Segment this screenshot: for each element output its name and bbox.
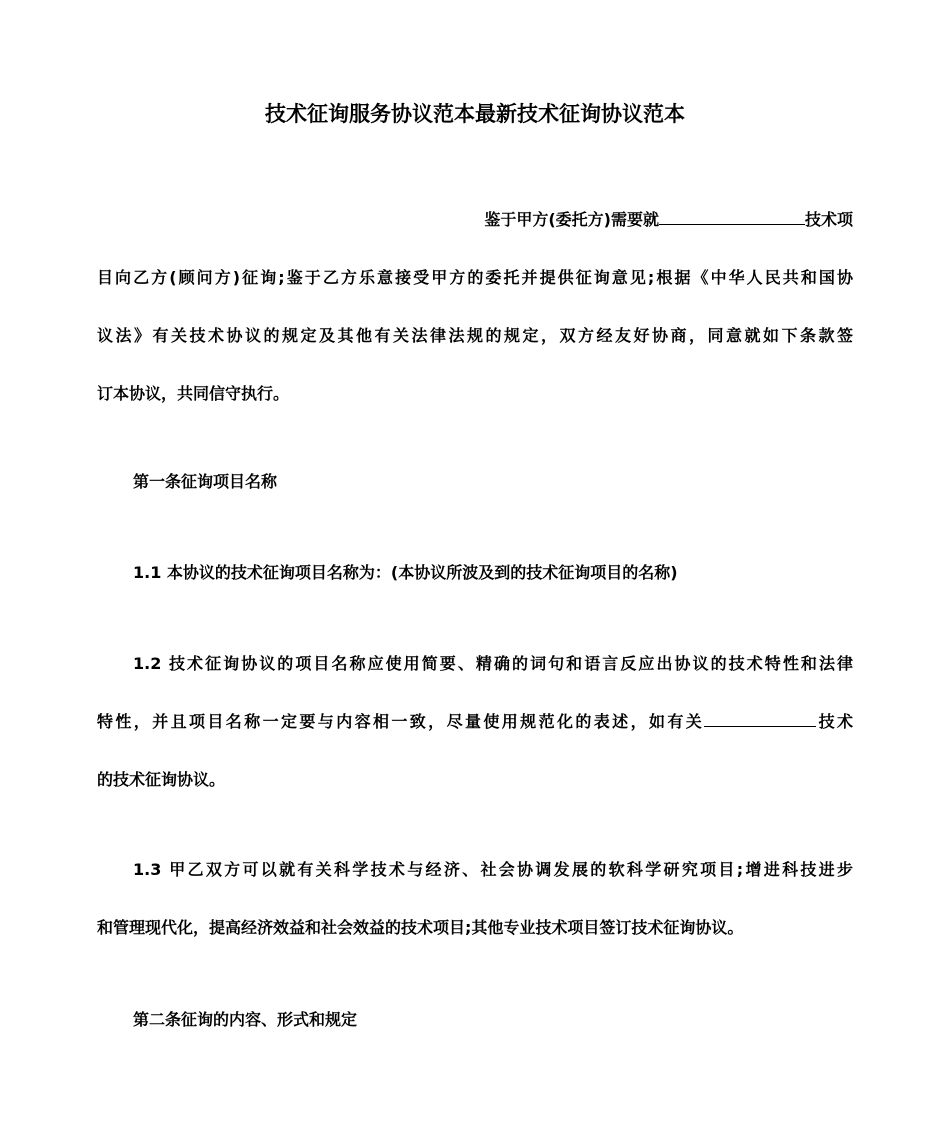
intro-text-end: 技术项 [804, 210, 853, 229]
document-title: 技术征询服务协议范本最新技术征询协议范本 [265, 102, 685, 126]
intro-text-start: 鉴于甲方(委托方)需要就 [484, 210, 659, 229]
item-1-3-line-2: 和管理现代化，提高经济效益和社会效益的技术项目;其他专业技术项目签订技术征询协议。 [97, 918, 744, 937]
article-2-section [97, 991, 853, 1049]
intro-paragraph [97, 191, 853, 423]
item-1-2-line-2-end: 技术 [816, 712, 853, 731]
intro-line-2: 目向乙方(顾问方)征询;鉴于乙方乐意接受甲方的委托并提供征询意见;根据《中华人民共和国协 [97, 268, 853, 287]
item-1-1-text: 1.1 本协议的技术征询项目名称为：(本协议所波及到的技术征询项目的名称) [133, 563, 678, 582]
intro-line-4: 订本协议，共同信守执行。 [97, 384, 290, 403]
article-2-heading: 第二条征询的内容、形式和规定 [133, 1010, 358, 1029]
item-1-2-line-3: 的技术征询协议。 [97, 770, 226, 789]
intro-line-3: 议法》有关技术协议的规定及其他有关法律法规的规定，双方经友好协商，同意就如下条款签 [97, 326, 853, 345]
item-1-1 [97, 544, 853, 602]
item-1-2-line-1: 1.2 技术征询协议的项目名称应使用简要、精确的词句和语言反应出协议的技术特性和法律 [133, 654, 853, 673]
item-1-3 [97, 841, 853, 957]
project-name-blank [659, 208, 805, 225]
article-1-section [97, 453, 853, 511]
intro-line-1 [97, 191, 853, 249]
item-1-2 [97, 635, 853, 809]
item-1-3-line-1: 1.3 甲乙双方可以就有关科学技术与经济、社会协调发展的软科学研究项目;增进科技进步 [133, 860, 853, 879]
article-1-heading: 第一条征询项目名称 [133, 472, 278, 491]
item-1-2-line-2 [97, 693, 853, 751]
item-1-2-line-2-start: 特性，并且项目名称一定要与内容相一致，尽量使用规范化的表述，如有关 [97, 712, 705, 731]
technology-field-blank [704, 710, 816, 727]
